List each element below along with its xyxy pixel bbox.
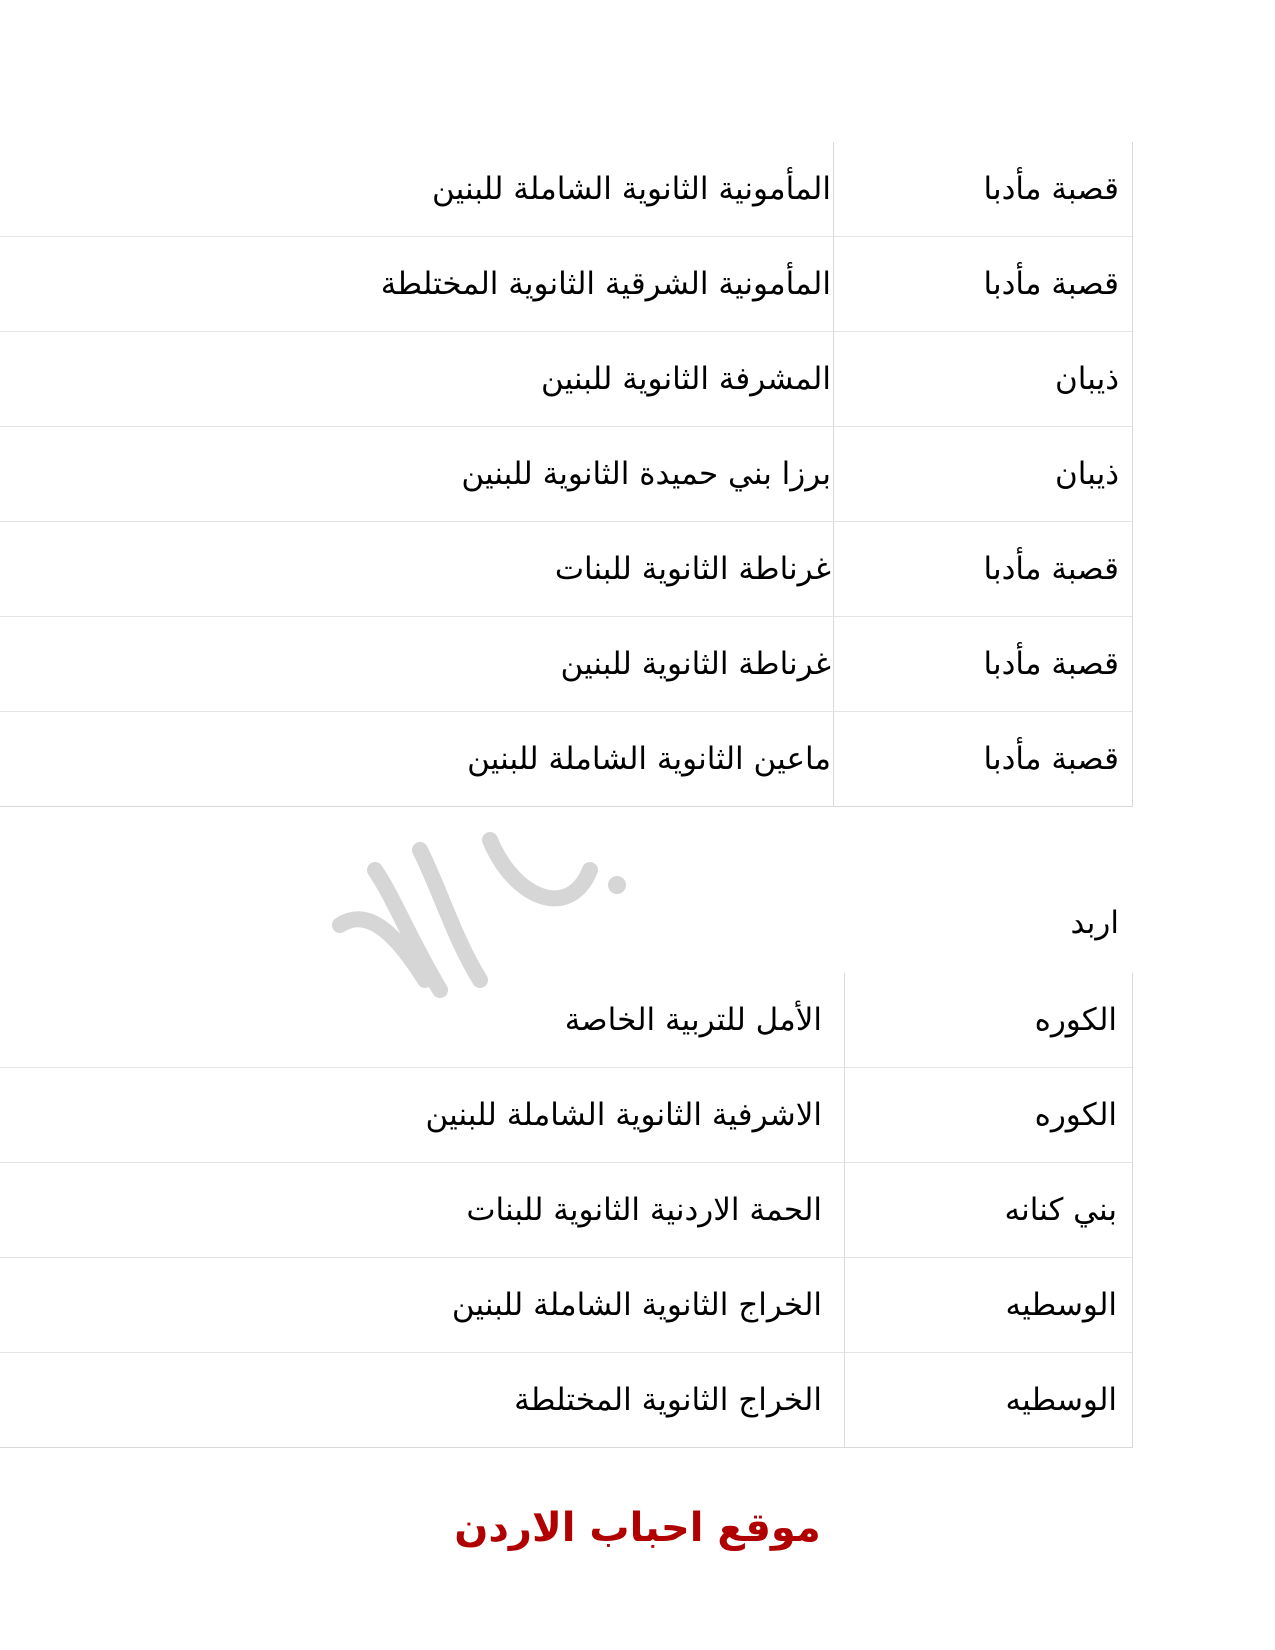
table-row: [0, 1068, 1133, 1163]
schools-table-irbid: [0, 973, 1133, 1448]
district-cell: قصبة مأدبا: [983, 741, 1119, 777]
school-name-cell: المأمونية الثانوية الشاملة للبنين: [432, 171, 831, 207]
section-heading-irbid: اربد: [1070, 905, 1119, 941]
school-name-cell: الحمة الاردنية الثانوية للبنات: [466, 1192, 822, 1228]
school-name-cell: غرناطة الثانوية للبنات: [554, 551, 831, 587]
school-name-cell: المأمونية الشرقية الثانوية المختلطة: [380, 266, 831, 302]
district-cell: قصبة مأدبا: [983, 171, 1119, 207]
district-cell: الكوره: [1034, 1097, 1117, 1133]
table-row: [0, 973, 1133, 1068]
table-row: [0, 712, 1133, 807]
table-row: [0, 522, 1133, 617]
school-name-cell: الأمل للتربية الخاصة: [564, 1002, 822, 1038]
district-cell: ذيبان: [1055, 361, 1119, 397]
district-cell: قصبة مأدبا: [983, 551, 1119, 587]
school-name-cell: برزا بني حميدة الثانوية للبنين: [461, 456, 831, 492]
site-footer-link[interactable]: موقع احباب الاردن: [454, 1505, 821, 1551]
table-row: [0, 332, 1133, 427]
district-cell: قصبة مأدبا: [983, 266, 1119, 302]
school-name-cell: الخراج الثانوية المختلطة: [514, 1382, 822, 1418]
table-row: [0, 237, 1133, 332]
district-cell: الكوره: [1034, 1002, 1117, 1038]
table-row: [0, 1258, 1133, 1353]
school-name-cell: غرناطة الثانوية للبنين: [560, 646, 831, 682]
table-row: [0, 142, 1133, 237]
school-name-cell: ماعين الثانوية الشاملة للبنين: [467, 741, 831, 777]
district-cell: الوسطيه: [1005, 1287, 1117, 1323]
district-cell: ذيبان: [1055, 456, 1119, 492]
table-row: [0, 427, 1133, 522]
table-row: [0, 617, 1133, 712]
school-name-cell: الخراج الثانوية الشاملة للبنين: [451, 1287, 822, 1323]
district-cell: قصبة مأدبا: [983, 646, 1119, 682]
table-row: [0, 1353, 1133, 1448]
district-cell: الوسطيه: [1005, 1382, 1117, 1418]
school-name-cell: المشرفة الثانوية للبنين: [540, 361, 831, 397]
school-name-cell: الاشرفية الثانوية الشاملة للبنين: [425, 1097, 822, 1133]
table-row: [0, 1163, 1133, 1258]
schools-table-madaba: [0, 142, 1133, 807]
district-cell: بني كنانه: [1004, 1192, 1117, 1228]
